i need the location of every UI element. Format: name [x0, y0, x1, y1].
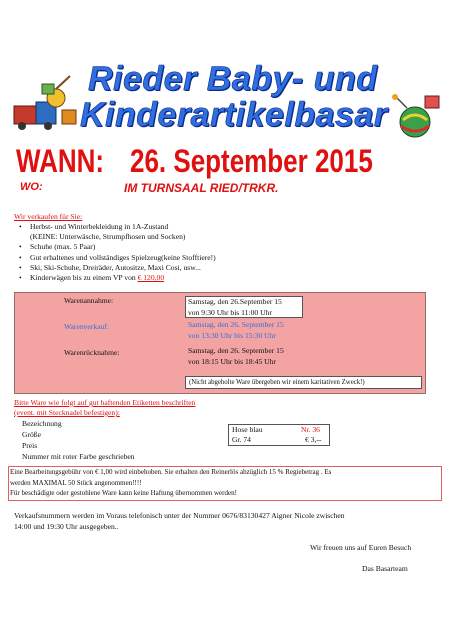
label-field-number: Nummer mit roter Farbe geschrieben	[22, 452, 135, 461]
schedule-date: Samstag, den 26. September 15	[188, 346, 284, 355]
schedule-hours: von 9:30 Uhr bis 11:00 Uhr	[188, 307, 272, 317]
sell-heading: Wir verkaufen für Sie:	[14, 212, 83, 221]
sell-item-list	[16, 222, 416, 283]
schedule-time-intake	[185, 296, 303, 318]
list-item: • Herbst- und Winterbekleidung in 1A-Zustand	[16, 222, 416, 232]
toys-right-illustration	[385, 92, 445, 140]
sales-number-info	[14, 510, 439, 532]
toys-left-illustration	[12, 72, 80, 132]
label-field-name: Bezeichnung	[22, 419, 62, 428]
label-field-price: Preis	[22, 441, 38, 450]
schedule-hours: von 18:15 Uhr bis 18:45 Uhr	[188, 356, 276, 366]
event-date: 26. September 2015	[130, 142, 373, 180]
schedule-note: (Nicht abgeholte Ware übergeben wir einem karitativen Zweck!)	[185, 376, 422, 389]
example-label-tag	[228, 424, 330, 446]
sales-line: 14:00 und 19:30 Uhr ausgegeben..	[14, 522, 119, 531]
label-heading: Bitte Ware wie folgt auf gut haftenden Etiketten beschriften	[14, 398, 196, 407]
schedule-label-return: Warenrücknahme:	[64, 348, 120, 357]
sales-line: Verkaufsnummern werden im Voraus telefonisch unter der Nummer 0676/83130427 Aigner Nicole zwischen	[14, 511, 345, 520]
closing-greeting: Wir freuen uns auf Euren Besuch	[310, 543, 412, 552]
fee-line: werden MAXIMAL 50 Stück angenommen!!!!	[10, 478, 142, 487]
schedule-date: Samstag, den 26.September 15	[188, 297, 282, 306]
label-subheading: (event. mit Stecknadel befestigen):	[14, 408, 120, 417]
schedule-label-intake: Warenannahme:	[64, 296, 114, 305]
event-location: IM TURNSAAL RIED/TRKR.	[124, 181, 279, 195]
list-item: (KEINE: Unterwäsche, Strumpfhosen und Socken)	[30, 232, 186, 242]
schedule-date: Samstag, den 26. September 15	[188, 320, 284, 329]
list-item: • Schuhe (max. 5 Paar)	[16, 242, 416, 252]
example-item-name: Hose blau	[232, 425, 263, 434]
list-item: • Ski, Ski-Schuhe, Dreiräder, Autositze, Maxi Cosi, usw...	[16, 263, 416, 273]
where-label: WO:	[20, 181, 43, 193]
label-field-size: Größe	[22, 430, 41, 439]
fee-notice-text	[10, 467, 440, 499]
list-item: • Kinderwägen bis zu einem VP von € 120,00	[16, 273, 416, 283]
fee-line: Für beschädigte oder gestohlene Ware kann keine Haftung übernommen werden!	[10, 489, 237, 497]
event-title-line2: Kinderartikelbasar	[80, 96, 388, 134]
fee-line: Eine Bearbeitungsgebühr von € 1,00 wird einbehoben. Sie erhalten den Reinerlös abzüglich 15 % Regiebetrag . Es	[10, 468, 332, 476]
when-label: WANN:	[16, 142, 105, 180]
event-title-line1: Rieder Baby- und	[88, 60, 378, 98]
schedule-time-sale	[188, 320, 284, 341]
schedule-label-sale: Warenverkauf:	[64, 322, 109, 331]
list-item: • Gut erhaltenes und vollständiges Spielzeug(keine Stofftiere!)	[16, 253, 416, 263]
example-item-number: Nr. 36	[301, 425, 320, 434]
schedule-hours: von 13:30 Uhr bis 15:30 Uhr	[188, 330, 276, 340]
example-item-size: Gr. 74	[232, 435, 251, 444]
example-item-price: € 3,--	[305, 435, 322, 444]
price-limit: € 120,00	[137, 273, 165, 283]
schedule-time-return	[188, 346, 284, 367]
closing-signature: Das Basarteam	[362, 564, 408, 573]
